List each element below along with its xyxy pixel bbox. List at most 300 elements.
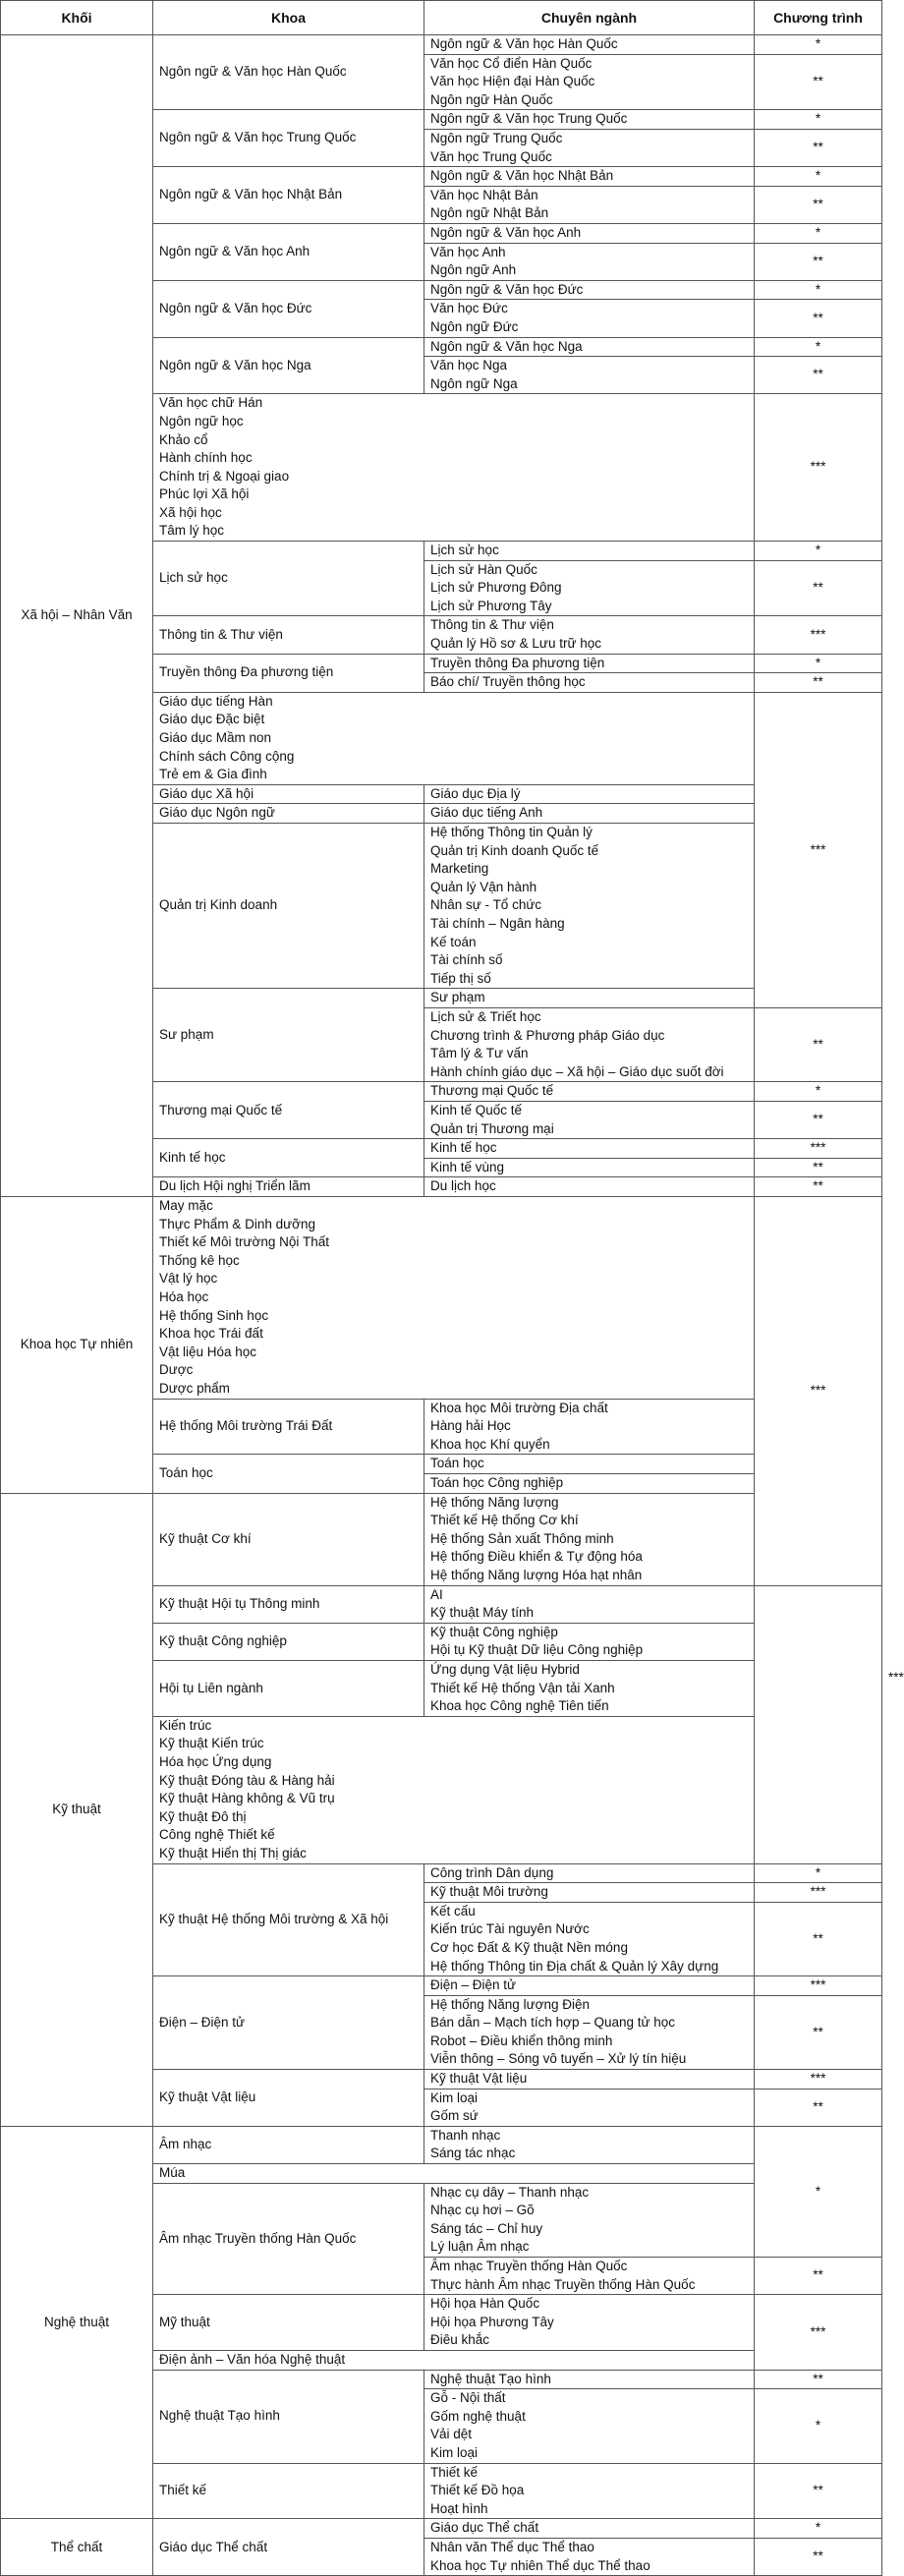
chuyen-nganh-line: Ngôn ngữ & Văn học Trung Quốc xyxy=(430,111,628,127)
khoa-line: Hóa học xyxy=(159,1288,209,1304)
khoa-cell xyxy=(153,1976,424,2070)
chuyen-nganh-line: Tâm lý & Tư vấn xyxy=(430,1046,529,1061)
chuyen-nganh-line: Tiếp thị số xyxy=(430,970,491,986)
chuyen-nganh-cell xyxy=(424,337,755,357)
khoa-line: Thiết kế xyxy=(159,2483,207,2498)
chuyen-nganh-line: Khoa học Tự nhiên Thể dục Thể thao xyxy=(430,2557,650,2573)
chuyen-nganh-line: Văn học Hiện đại Hàn Quốc xyxy=(430,74,595,89)
chuyen-nganh-cell xyxy=(424,616,755,654)
chuyen-nganh-cell xyxy=(424,1455,755,1474)
chuyen-nganh-cell xyxy=(424,300,755,337)
chuyen-nganh-cell xyxy=(424,2070,755,2089)
chuyen-nganh-line: Quản trị Thương mại xyxy=(430,1120,554,1136)
chuyen-nganh-line: Hội họa Hàn Quốc xyxy=(430,2296,540,2312)
khoa-line: Ngôn ngữ & Văn học Anh xyxy=(159,244,311,259)
chuyen-nganh-line: Điện – Điện tử xyxy=(430,1977,517,1993)
khoa-line: Thực Phẩm & Dinh dưỡng xyxy=(159,1216,315,1231)
khoa-cell xyxy=(153,1623,424,1660)
khoa-line: Ngôn ngữ & Văn học Hàn Quốc xyxy=(159,64,347,80)
chuyen-nganh-line: Kinh tế học xyxy=(430,1140,497,1156)
khoa-line: Chính sách Công cộng xyxy=(159,748,295,764)
chuyen-nganh-cell xyxy=(424,1902,755,1975)
chuong-trinh-cell: * xyxy=(755,337,882,357)
khoi-cell: Kỹ thuật xyxy=(1,1493,153,2126)
khoa-cell xyxy=(153,784,424,804)
table-row: Kỹ thuật Kỹ thuật Cơ khí Hệ thống Năng lượng Thiết kế Hệ thống Cơ khí Hệ thống Sản xuất Thông minh Hệ thống Điều khiển & Tự động hóa Hệ thống Năng lượng Hóa hạt nhân *** xyxy=(1,1493,882,1585)
chuyen-nganh-line: Văn học Cổ điển Hàn Quốc xyxy=(430,55,593,71)
khoa-cell xyxy=(153,110,424,167)
chuyen-nganh-line: Thiết kế Đồ họa xyxy=(430,2483,525,2498)
chuong-trinh-cell: *** xyxy=(755,2295,882,2370)
table-body xyxy=(1,35,904,2576)
chuyen-nganh-line: Thanh nhạc xyxy=(430,2127,501,2143)
khoa-cell xyxy=(153,1082,424,1139)
chuong-trinh-cell: ** xyxy=(755,1995,882,2069)
chuyen-nganh-line: Ngôn ngữ Nga xyxy=(430,375,518,391)
chuyen-nganh-line: Bán dẫn – Mạch tích hợp – Quang tử học xyxy=(430,2015,676,2031)
khoa-line: Kỹ thuật Hiển thị Thị giác xyxy=(159,1845,307,1860)
chuong-trinh-cell: ** xyxy=(755,2258,882,2295)
chuong-trinh-cell: * xyxy=(755,1863,882,1883)
chuyen-nganh-cell xyxy=(424,654,755,673)
khoa-line: Giáo dục Thể chất xyxy=(159,2539,268,2554)
chuyen-nganh-line: Vải dệt xyxy=(430,2427,473,2442)
khoa-line: Kỹ thuật Kiến trúc xyxy=(159,1736,264,1751)
chuyen-nganh-line: Giáo dục Thể chất xyxy=(430,2520,539,2536)
khoa-line: Giáo dục Ngôn ngữ xyxy=(159,805,275,821)
khoa-line: Thiết kế Môi trường Nội Thất xyxy=(159,1234,329,1250)
khoa-line: May mặc xyxy=(159,1198,213,1214)
chuong-trinh-cell: *** xyxy=(755,1196,882,1585)
khoa-line: Tâm lý học xyxy=(159,523,225,539)
chuyen-nganh-line: Lịch sử Phương Đông xyxy=(430,580,562,596)
chuong-trinh-cell: ** xyxy=(755,357,882,394)
khoi-cell: Thể chất xyxy=(1,2519,153,2576)
chuyen-nganh-line: Nghệ thuật Tạo hình xyxy=(430,2371,551,2386)
chuyen-nganh-line: Thiết kế xyxy=(430,2464,479,2480)
chuyen-nganh-cell xyxy=(424,1158,755,1177)
chuong-trinh-cell: ** xyxy=(755,129,882,166)
khoa-line: Điện ảnh – Văn hóa Nghệ thuật xyxy=(159,2352,346,2368)
chuyen-nganh-line: Cơ học Đất & Kỹ thuật Nền móng xyxy=(430,1939,628,1955)
chuyen-nganh-line: Gỗ - Nội thất xyxy=(430,2390,506,2406)
chuyen-nganh-line: Gốm nghệ thuật xyxy=(430,2408,526,2424)
khoa-line: Trẻ em & Gia đình xyxy=(159,767,267,782)
chuyen-nganh-line: Nhạc cụ hơi – Gõ xyxy=(430,2203,535,2218)
khoa-cell xyxy=(153,1660,424,1716)
khoa-line: Khảo cổ xyxy=(159,431,208,447)
chuyen-nganh-line: Ngôn ngữ Nhật Bản xyxy=(430,205,549,221)
khoa-line: Hệ thống Sinh học xyxy=(159,1307,269,1323)
chuong-trinh-cell: *** xyxy=(755,616,882,654)
chuyen-nganh-line: Ngôn ngữ Trung Quốc xyxy=(430,130,563,145)
chuong-trinh-cell: * xyxy=(755,2519,882,2539)
khoa-cell xyxy=(153,824,424,989)
chuyen-nganh-line: Lịch sử Phương Tây xyxy=(430,598,552,613)
chuong-trinh-cell: ** xyxy=(755,1102,882,1139)
chuong-trinh-cell: *** xyxy=(755,1139,882,1159)
chuyen-nganh-line: Kỹ thuật Máy tính xyxy=(430,1605,535,1621)
khoa-line: Hóa học Ứng dụng xyxy=(159,1753,272,1769)
khoa-cell xyxy=(153,1493,424,1585)
khoa-cell xyxy=(153,2519,424,2576)
chuyen-nganh-cell xyxy=(424,1623,755,1660)
chuyen-nganh-line: Âm nhạc Truyền thống Hàn Quốc xyxy=(430,2259,628,2274)
khoa-cell xyxy=(153,337,424,394)
khoa-line: Kỹ thuật Vật liệu xyxy=(159,2089,256,2105)
chuyen-nganh-line: Ngôn ngữ & Văn học Đức xyxy=(430,281,584,297)
chuyen-nganh-line: Lịch sử Hàn Quốc xyxy=(430,561,537,577)
khoa-cell xyxy=(153,2070,424,2127)
khoa-line: Âm nhạc xyxy=(159,2137,212,2152)
khoa-cell xyxy=(153,2463,424,2519)
table-row xyxy=(1,1196,882,1399)
chuyen-nganh-line: Văn học Đức xyxy=(430,301,508,316)
chuyen-nganh-line: Nhân sự - Tổ chức xyxy=(430,897,542,913)
chuong-trinh-cell: ** xyxy=(755,2089,882,2126)
chuyen-nganh-line: Kỹ thuật Vật liệu xyxy=(430,2071,528,2087)
chuyen-nganh-line: Ngôn ngữ & Văn học Anh xyxy=(430,224,582,240)
chuyen-nganh-line: Khoa học Công nghệ Tiên tiến xyxy=(430,1698,609,1714)
khoa-line: Du lịch Hội nghị Triển lãm xyxy=(159,1178,311,1194)
chuyen-nganh-line: Viễn thông – Sóng vô tuyến – Xử lý tín hiệu xyxy=(430,2051,687,2067)
chuyen-nganh-line: Hệ thống Điều khiển & Tự động hóa xyxy=(430,1549,643,1565)
chuyen-nganh-cell xyxy=(424,2370,755,2389)
khoa-line: Hệ thống Môi trường Trái Đất xyxy=(159,1418,333,1434)
khoa-line: Phúc lợi Xã hội xyxy=(159,487,250,502)
chuong-trinh-cell: ** xyxy=(755,2463,882,2519)
chuyen-nganh-cell xyxy=(424,54,755,110)
khoi-cell: Nghệ thuật xyxy=(1,2126,153,2519)
chuyen-nganh-cell xyxy=(424,1082,755,1102)
chuyen-nganh-line: Thiết kế Hệ thống Cơ khí xyxy=(430,1513,579,1528)
khoa-line: Hội tụ Liên ngành xyxy=(159,1680,263,1695)
chuyen-nganh-line: Hệ thống Sản xuất Thông minh xyxy=(430,1530,614,1546)
chuong-trinh-cell: ** xyxy=(755,1008,882,1082)
chuyen-nganh-cell xyxy=(424,1585,755,1623)
table-header-row xyxy=(1,1,882,35)
khoa-cell xyxy=(153,167,424,224)
khoa-line: Thông tin & Thư viện xyxy=(159,626,283,642)
chuyen-nganh-line: Lịch sử & Triết học xyxy=(430,1009,541,1025)
chuyen-nganh-line: Văn học Trung Quốc xyxy=(430,148,552,164)
chuyen-nganh-line: Du lịch học xyxy=(430,1178,496,1194)
khoa-line: Thương mại Quốc tế xyxy=(159,1102,283,1117)
header-chuong-trinh: Chương trình xyxy=(755,1,882,35)
chuyen-nganh-line: Văn học Nga xyxy=(430,358,508,373)
khoa-cell xyxy=(153,280,424,337)
chuyen-nganh-cell xyxy=(424,2295,755,2351)
chuyen-nganh-cell xyxy=(424,1995,755,2069)
khoa-line: Hành chính học xyxy=(159,450,253,466)
khoa-cell xyxy=(153,1399,424,1455)
table-row xyxy=(1,2126,882,2163)
khoa-line: Giáo dục Xã hội xyxy=(159,785,254,801)
chuong-trinh-cell: * xyxy=(755,223,882,243)
chuong-trinh-cell: * xyxy=(755,2126,882,2257)
khoa-line: Thống kê học xyxy=(159,1252,240,1268)
khoa-line: Vật liệu Hóa học xyxy=(159,1344,257,1359)
chuyen-nganh-line: Marketing xyxy=(430,861,489,877)
khoa-cell xyxy=(153,2370,424,2463)
chuong-trinh-cell: ** xyxy=(755,560,882,616)
chuyen-nganh-cell xyxy=(424,110,755,130)
chuyen-nganh-line: Kết cấu xyxy=(430,1903,476,1918)
khoa-line: Ngôn ngữ & Văn học Nga xyxy=(159,357,311,372)
chuyen-nganh-line: Kim loại xyxy=(430,2445,479,2460)
chuyen-nganh-line: Nhạc cụ dây – Thanh nhạc xyxy=(430,2184,590,2200)
khoa-line: Kỹ thuật Hàng không & Vũ trụ xyxy=(159,1791,335,1806)
khoa-cell xyxy=(153,2164,755,2184)
khoa-cell xyxy=(153,1177,424,1197)
chuyen-nganh-cell xyxy=(424,1177,755,1197)
chuyen-nganh-cell xyxy=(424,186,755,223)
chuyen-nganh-cell xyxy=(424,989,755,1008)
khoa-cell xyxy=(153,542,424,616)
chuyen-nganh-cell xyxy=(424,35,755,55)
chuyen-nganh-cell xyxy=(424,2463,755,2519)
khoa-line: Giáo dục tiếng Hàn xyxy=(159,693,273,709)
chuyen-nganh-cell xyxy=(424,1008,755,1082)
chuyen-nganh-line: Hệ thống Năng lượng Hóa hạt nhân xyxy=(430,1567,643,1582)
chuong-trinh-cell: ** xyxy=(755,2539,882,2576)
chuong-trinh-cell: ** xyxy=(755,2370,882,2389)
chuyen-nganh-cell xyxy=(424,1473,755,1493)
chuong-trinh-cell: ** xyxy=(755,300,882,337)
chuyen-nganh-cell xyxy=(424,2539,755,2576)
khoa-cell xyxy=(153,1863,424,1976)
chuong-trinh-cell: * xyxy=(755,280,882,300)
khoi-cell: Khoa học Tự nhiên xyxy=(1,1196,153,1493)
chuyen-nganh-cell xyxy=(424,1863,755,1883)
chuyen-nganh-line: Giáo dục Địa lý xyxy=(430,785,521,801)
chuong-trinh-cell: ** xyxy=(755,673,882,693)
khoa-cell xyxy=(153,1455,424,1493)
chuong-trinh-cell: *** xyxy=(755,2070,882,2089)
khoa-line: Kỹ thuật Hội tụ Thông minh xyxy=(159,1595,320,1611)
khoa-cell xyxy=(153,692,755,784)
chuyen-nganh-line: Văn học Nhật Bản xyxy=(430,187,538,202)
chuyen-nganh-cell xyxy=(424,2258,755,2295)
chuyen-nganh-line: AI xyxy=(430,1586,443,1602)
chuyen-nganh-line: Ngôn ngữ Hàn Quốc xyxy=(430,91,553,107)
chuyen-nganh-line: Khoa học Môi trường Địa chất xyxy=(430,1400,608,1415)
chuyen-nganh-line: Quản lý Hồ sơ & Lưu trữ học xyxy=(430,636,601,652)
chuyen-nganh-line: Lý luận Âm nhạc xyxy=(430,2239,530,2255)
chuyen-nganh-line: Thực hành Âm nhạc Truyền thống Hàn Quốc xyxy=(430,2276,696,2292)
khoa-line: Lịch sử học xyxy=(159,570,228,586)
chuyen-nganh-cell xyxy=(424,784,755,804)
table-row xyxy=(1,35,882,55)
chuyen-nganh-cell xyxy=(424,1883,755,1903)
khoa-line: Kinh tế học xyxy=(159,1150,226,1165)
chuyen-nganh-line: Ngôn ngữ & Văn học Nga xyxy=(430,338,583,354)
khoa-cell xyxy=(153,2351,755,2371)
chuyen-nganh-line: Thông tin & Thư viện xyxy=(430,617,554,633)
khoa-line: Mỹ thuật xyxy=(159,2314,210,2329)
khoa-cell xyxy=(153,654,424,692)
khoa-line: Giáo dục Mầm non xyxy=(159,730,272,746)
chuyen-nganh-cell xyxy=(424,129,755,166)
chuyen-nganh-line: Sáng tác – Chỉ huy xyxy=(430,2220,543,2236)
chuong-trinh-cell: * xyxy=(755,1082,882,1102)
khoa-line: Ngôn ngữ & Văn học Đức xyxy=(159,300,312,315)
chuyen-nganh-cell xyxy=(424,1102,755,1139)
chuyen-nganh-line: Robot – Điều khiển thông minh xyxy=(430,2032,613,2048)
khoa-cell xyxy=(153,2126,424,2163)
chuyen-nganh-cell xyxy=(424,1660,755,1716)
khoa-cell xyxy=(153,394,755,542)
khoa-cell xyxy=(153,223,424,280)
chuong-trinh-cell: * xyxy=(755,542,882,561)
chuyen-nganh-line: Hành chính giáo dục – Xã hội – Giáo dục suốt đời xyxy=(430,1063,724,1079)
chuong-trinh-cell: * xyxy=(755,35,882,55)
chuyen-nganh-line: Kế toán xyxy=(430,934,477,949)
khoa-line: Văn học chữ Hán xyxy=(159,395,263,411)
chuong-trinh-cell: ** xyxy=(755,1158,882,1177)
chuong-trinh-cell: ** xyxy=(755,1177,882,1197)
chuong-trinh-cell: *** xyxy=(755,692,882,1007)
khoa-line: Ngôn ngữ học xyxy=(159,413,244,429)
chuyen-nganh-line: Hàng hải Học xyxy=(430,1418,511,1434)
chuyen-nganh-cell xyxy=(424,542,755,561)
khoa-cell xyxy=(153,804,424,824)
chuyen-nganh-cell xyxy=(424,1976,755,1996)
chuyen-nganh-line: Lịch sử học xyxy=(430,543,499,558)
chuyen-nganh-line: Tài chính – Ngân hàng xyxy=(430,916,565,932)
chuyen-nganh-line: Văn học Anh xyxy=(430,244,506,259)
chuyen-nganh-line: Ngôn ngữ & Văn học Hàn Quốc xyxy=(430,36,618,51)
chuyen-nganh-cell xyxy=(424,804,755,824)
chuyen-nganh-line: Sư phạm xyxy=(430,990,485,1005)
chuyen-nganh-cell xyxy=(424,2183,755,2257)
khoa-cell xyxy=(153,1139,424,1177)
chuong-trinh-cell: *** xyxy=(755,1976,882,1996)
chuyen-nganh-line: Kỹ thuật Công nghiệp xyxy=(430,1624,558,1639)
chuyen-nganh-line: Kiến trúc Tài nguyên Nước xyxy=(430,1921,590,1937)
chuyen-nganh-cell xyxy=(424,223,755,243)
chuyen-nganh-cell xyxy=(424,1399,755,1455)
chuyen-nganh-line: Hội tụ Kỹ thuật Dữ liệu Công nghiệp xyxy=(430,1642,644,1658)
chuyen-nganh-line: Hệ thống Thông tin Quản lý xyxy=(430,825,593,840)
khoa-line: Dược phẩm xyxy=(159,1380,230,1396)
khoa-line: Quản trị Kinh doanh xyxy=(159,897,278,913)
khoa-line: Kỹ thuật Cơ khí xyxy=(159,1530,252,1546)
chuyen-nganh-cell xyxy=(424,1493,755,1585)
khoa-cell xyxy=(153,2295,424,2351)
khoa-cell xyxy=(153,989,424,1082)
chuyen-nganh-line: Điêu khắc xyxy=(430,2332,490,2348)
chuyen-nganh-line: Ngôn ngữ Đức xyxy=(430,318,519,334)
khoa-line: Ngôn ngữ & Văn học Trung Quốc xyxy=(159,130,357,145)
khoa-line: Công nghệ Thiết kế xyxy=(159,1827,275,1843)
chuong-trinh-cell: ** xyxy=(755,243,882,280)
chuyen-nganh-line: Chương trình & Phương pháp Giáo dục xyxy=(430,1027,665,1043)
chuyen-nganh-line: Ngôn ngữ Anh xyxy=(430,262,517,278)
table-row xyxy=(1,2519,882,2539)
chuyen-nganh-line: Hệ thống Năng lượng xyxy=(430,1494,559,1510)
chuyen-nganh-line: Công trình Dân dụng xyxy=(430,1864,554,1880)
chuyen-nganh-line: Toán học Công nghiệp xyxy=(430,1474,564,1490)
chuyen-nganh-line: Hệ thống Thông tin Địa chất & Quản lý Xây dựng xyxy=(430,1958,719,1974)
chuyen-nganh-line: Toán học xyxy=(430,1456,484,1471)
header-khoi: Khối xyxy=(1,1,153,35)
chuyen-nganh-line: Kim loại xyxy=(430,2089,479,2105)
chuong-trinh-cell: * xyxy=(755,110,882,130)
header-khoa: Khoa xyxy=(153,1,424,35)
chuyen-nganh-line: Hoạt hình xyxy=(430,2500,488,2516)
chuyen-nganh-line: Kỹ thuật Môi trường xyxy=(430,1884,548,1900)
chuong-trinh-cell: ** xyxy=(755,54,882,110)
khoa-line: Kỹ thuật Hệ thống Môi trường & Xã hội xyxy=(159,1912,389,1927)
khoa-line: Kỹ thuật Đóng tàu & Hàng hải xyxy=(159,1772,335,1788)
chuong-trinh-cell: * xyxy=(755,167,882,187)
khoa-line: Toán học xyxy=(159,1465,213,1481)
chuong-trinh-cell: *** xyxy=(755,1883,882,1903)
khoa-cell xyxy=(153,35,424,110)
chuyen-nganh-line: Hội họa Phương Tây xyxy=(430,2314,554,2329)
khoa-cell xyxy=(153,2183,424,2295)
khoa-line: Xã hội học xyxy=(159,504,222,520)
chuyen-nganh-line: Thiết kế Hệ thống Vận tải Xanh xyxy=(430,1680,615,1695)
khoa-line: Múa xyxy=(159,2165,186,2181)
khoa-line: Âm nhạc Truyền thống Hàn Quốc xyxy=(159,2230,357,2246)
chuong-trinh-cell: * xyxy=(755,654,882,673)
chuyen-nganh-line: Sáng tác nhạc xyxy=(430,2146,516,2161)
chuyen-nganh-cell xyxy=(424,2126,755,2163)
chuyen-nganh-line: Kinh tế Quốc tế xyxy=(430,1103,523,1118)
chuyen-nganh-line: Gốm sứ xyxy=(430,2108,479,2124)
chuyen-nganh-cell xyxy=(424,1139,755,1159)
chuyen-nganh-cell xyxy=(424,2089,755,2126)
khoa-cell xyxy=(153,1196,755,1399)
chuyen-nganh-line: Truyền thông Đa phương tiện xyxy=(430,655,605,670)
khoa-line: Kỹ thuật Đô thị xyxy=(159,1808,247,1824)
chuong-trinh-cell: ** xyxy=(755,1902,882,1975)
header-chuyen-nganh: Chuyên ngành xyxy=(424,1,755,35)
chuyen-nganh-cell xyxy=(424,167,755,187)
khoi-cell: Xã hội – Nhân Văn xyxy=(1,35,153,1197)
khoa-line: Điện – Điện tử xyxy=(159,2014,246,2030)
chuong-trinh-cell: * xyxy=(755,2389,882,2463)
chuyen-nganh-cell xyxy=(424,2389,755,2463)
chuyen-nganh-line: Khoa học Khí quyển xyxy=(430,1436,550,1452)
khoa-line: Sư phạm xyxy=(159,1027,214,1043)
chuong-trinh-cell: ** xyxy=(755,186,882,223)
chuyen-nganh-line: Giáo dục tiếng Anh xyxy=(430,805,543,821)
khoa-line: Giáo dục Đặc biệt xyxy=(159,712,265,727)
khoa-line: Nghệ thuật Tạo hình xyxy=(159,2408,280,2424)
chuyen-nganh-line: Nhân văn Thể dục Thể thao xyxy=(430,2540,594,2554)
khoa-line: Ngôn ngữ & Văn học Nhật Bản xyxy=(159,187,343,202)
khoa-cell xyxy=(153,1716,755,1863)
khoa-line: Kiến trúc xyxy=(159,1717,212,1733)
chuyen-nganh-line: Kinh tế vùng xyxy=(430,1159,505,1174)
chuyen-nganh-cell xyxy=(424,280,755,300)
chuong-trinh-cell: *** xyxy=(755,394,882,542)
khoa-cell xyxy=(153,616,424,654)
chuyen-nganh-cell xyxy=(424,243,755,280)
chuyen-nganh-line: Tài chính số xyxy=(430,952,503,968)
khoa-line: Dược xyxy=(159,1362,194,1378)
chuyen-nganh-line: Thương mại Quốc tế xyxy=(430,1083,554,1099)
chuyen-nganh-line: Quản lý Vận hành xyxy=(430,879,537,894)
chuyen-nganh-cell xyxy=(424,824,755,989)
chuyen-nganh-line: Hệ thống Năng lượng Điện xyxy=(430,1996,590,2012)
khoa-line: Kỹ thuật Công nghiệp xyxy=(159,1633,287,1649)
khoa-line: Khoa học Trái đất xyxy=(159,1326,263,1342)
chuyen-nganh-line: Ngôn ngữ & Văn học Nhật Bản xyxy=(430,168,614,184)
